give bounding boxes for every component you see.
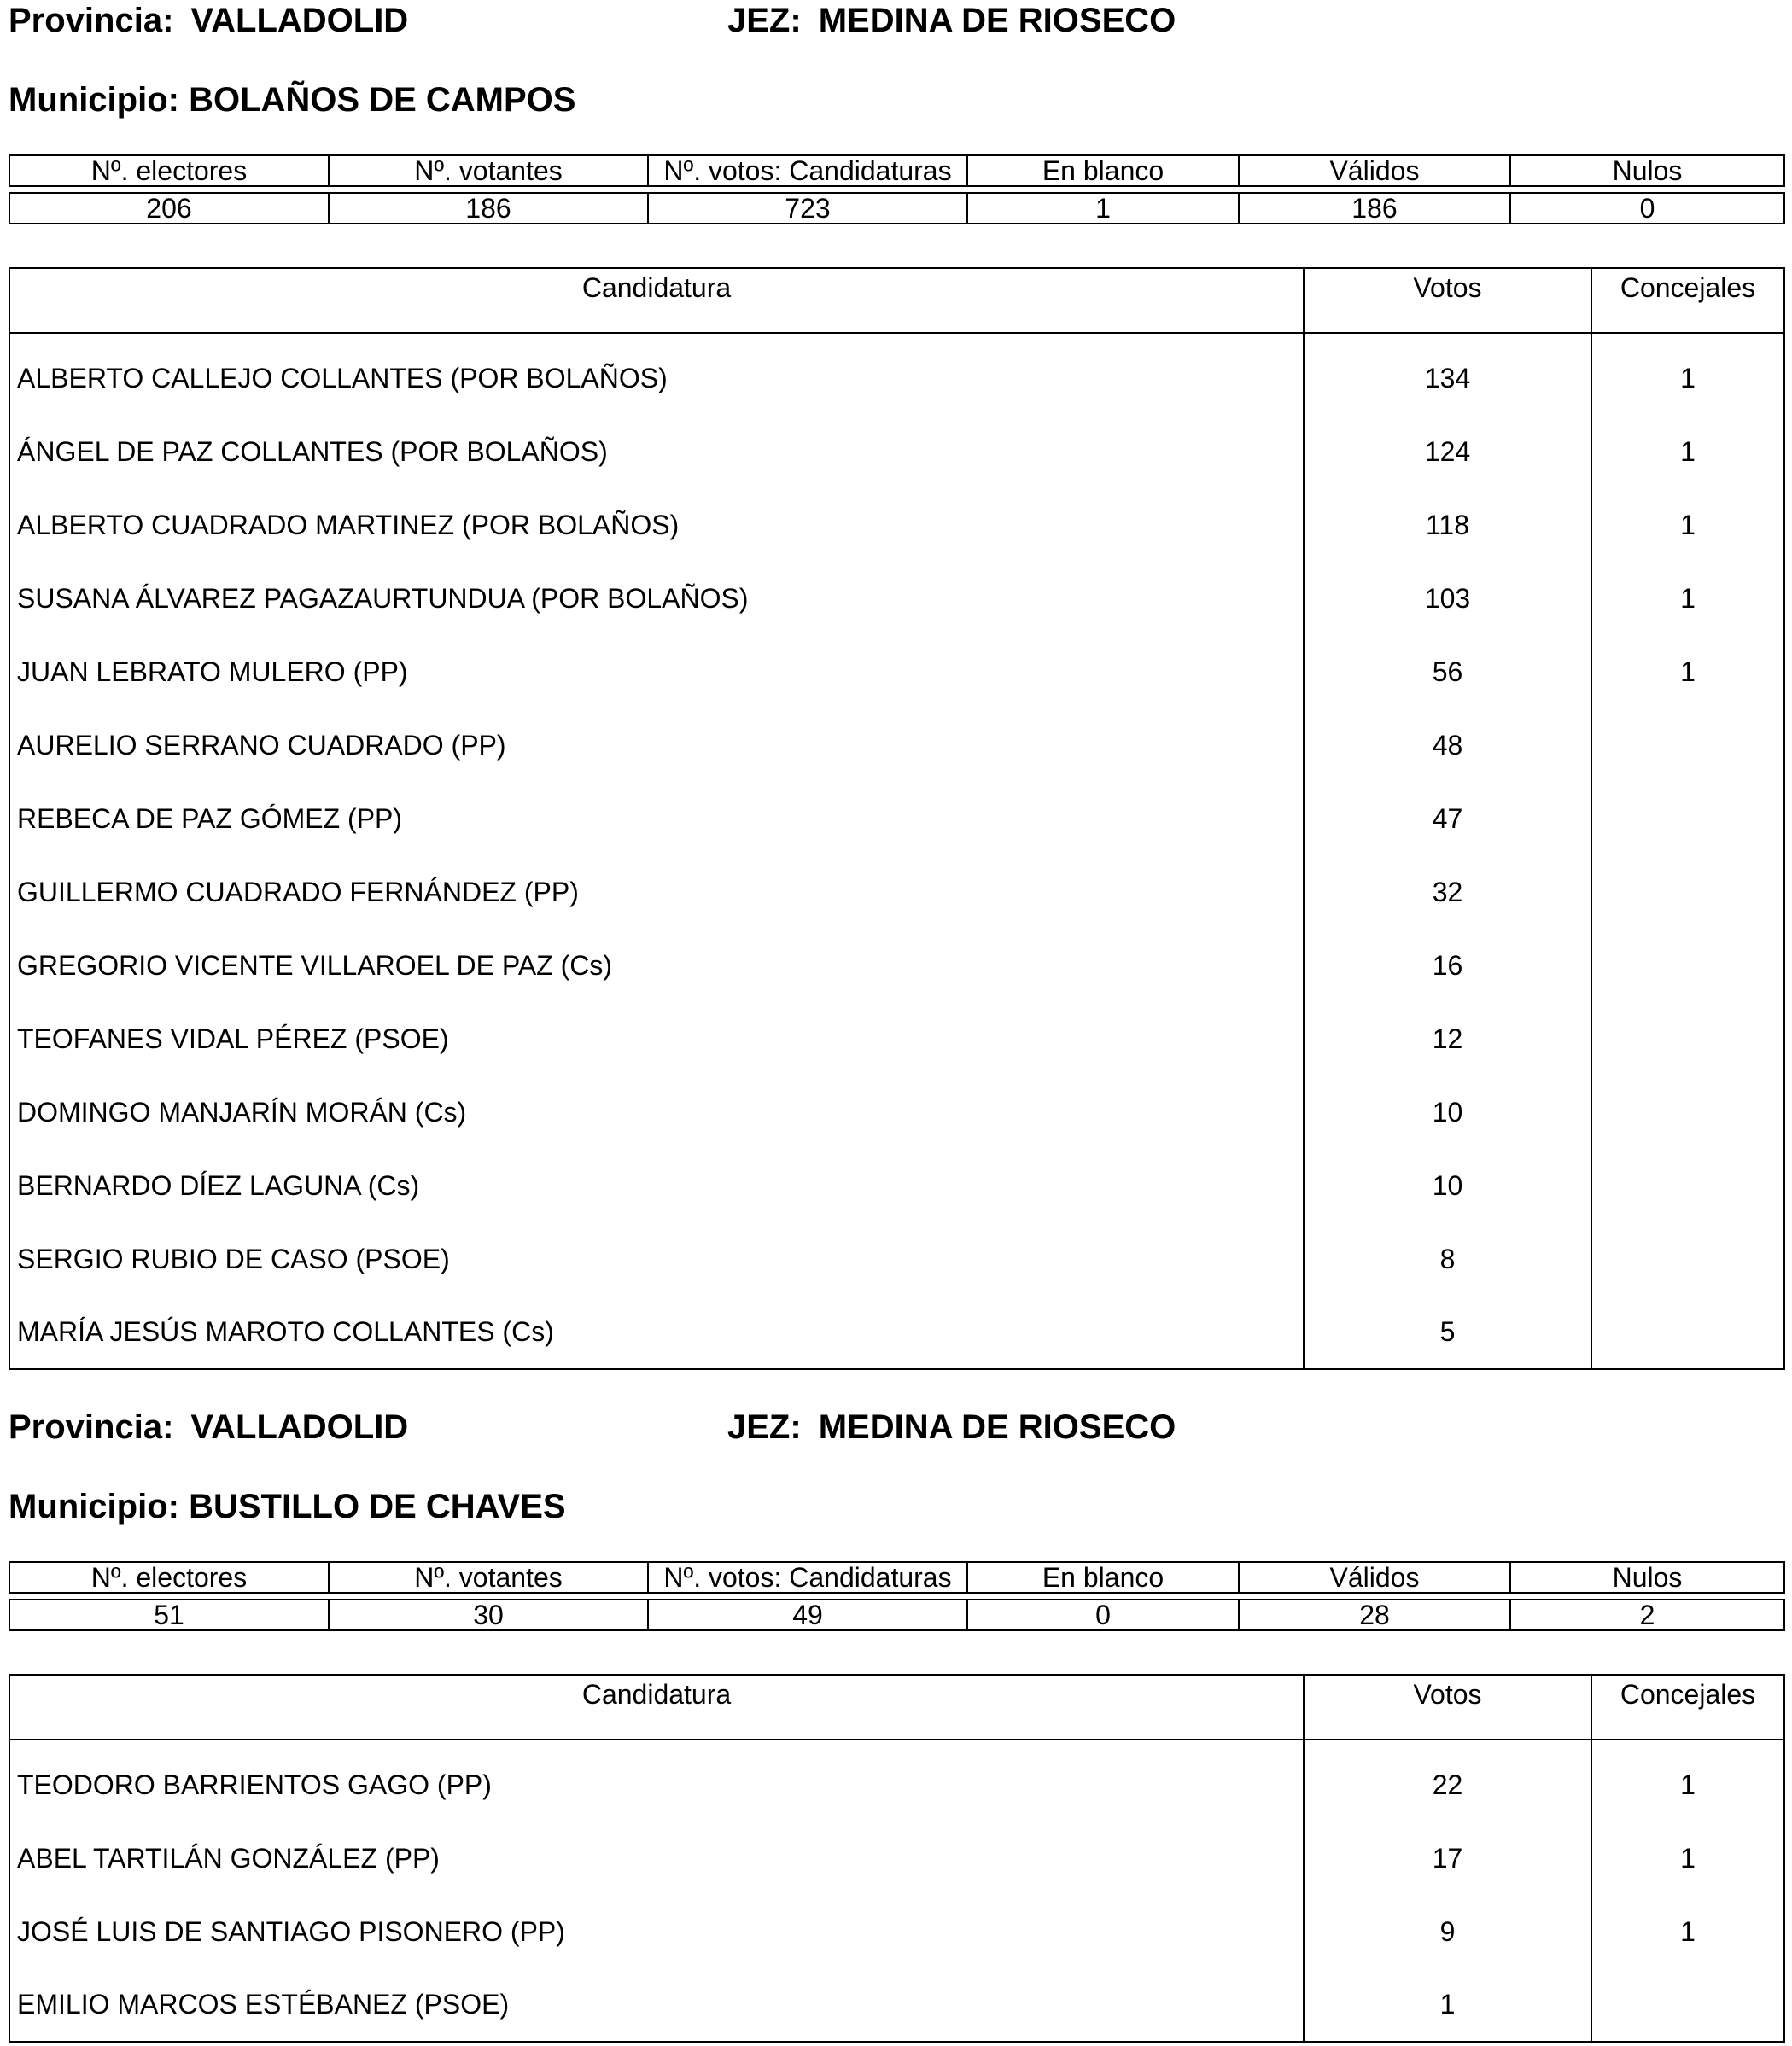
- candidate-name: JUAN LEBRATO MULERO (PP): [9, 635, 1304, 708]
- summary-value-row: [9, 1600, 1784, 1630]
- concejales-header: Concejales: [1591, 268, 1784, 333]
- candidate-seats: 1: [1591, 562, 1784, 635]
- summary-value-row: [9, 193, 1784, 224]
- summary-value: 206: [9, 193, 329, 224]
- jez-label: JEZ:: [727, 2, 802, 39]
- summary-value: 186: [1239, 193, 1510, 224]
- jez-label: JEZ:: [727, 1408, 802, 1446]
- candidate-row: [9, 415, 1784, 488]
- candidate-row: [9, 1822, 1784, 1895]
- results-header-row: [9, 268, 1784, 333]
- summary-header-row: [9, 155, 1784, 186]
- summary-header: Nulos: [1510, 155, 1784, 186]
- municipio-value: BUSTILLO DE CHAVES: [189, 1488, 566, 1525]
- candidate-votes: 32: [1304, 855, 1591, 929]
- candidate-votes: 16: [1304, 929, 1591, 1002]
- candidate-row: [9, 1296, 1784, 1369]
- candidate-votes: 9: [1304, 1895, 1591, 1968]
- candidate-row: [9, 562, 1784, 635]
- candidate-name: MARÍA JESÚS MAROTO COLLANTES (Cs): [9, 1296, 1304, 1369]
- summary-value: 51: [9, 1600, 329, 1630]
- candidate-row: [9, 341, 1784, 415]
- jez-value: MEDINA DE RIOSECO: [818, 1408, 1176, 1446]
- candidate-name: DOMINGO MANJARÍN MORÁN (Cs): [9, 1075, 1304, 1149]
- summary-value: 723: [648, 193, 967, 224]
- candidate-seats: [1591, 855, 1784, 929]
- candidate-seats: 1: [1591, 635, 1784, 708]
- candidate-seats: 1: [1591, 1895, 1784, 1968]
- candidate-name: ALBERTO CALLEJO COLLANTES (POR BOLAÑOS): [9, 341, 1304, 415]
- results-body: [9, 333, 1784, 1369]
- candidate-seats: [1591, 1002, 1784, 1075]
- municipio-heading: [9, 1486, 566, 1527]
- summary-header: Nº. votantes: [329, 1562, 648, 1593]
- summary-header: Nº. votos: Candidaturas: [648, 155, 967, 186]
- provincia-value: VALLADOLID: [190, 2, 409, 39]
- summary-header: Válidos: [1239, 1562, 1510, 1593]
- candidate-seats: [1591, 1222, 1784, 1296]
- candidate-name: EMILIO MARCOS ESTÉBANEZ (PSOE): [9, 1968, 1304, 2042]
- candidate-name: AURELIO SERRANO CUADRADO (PP): [9, 708, 1304, 782]
- candidate-votes: 48: [1304, 708, 1591, 782]
- candidate-name: ABEL TARTILÁN GONZÁLEZ (PP): [9, 1822, 1304, 1895]
- provincia-label: Provincia:: [9, 2, 174, 39]
- candidate-seats: 1: [1591, 341, 1784, 415]
- jez-heading: [727, 1407, 1176, 1448]
- candidate-votes: 103: [1304, 562, 1591, 635]
- candidatura-header: Candidatura: [9, 268, 1304, 333]
- candidate-votes: 17: [1304, 1822, 1591, 1895]
- candidate-row: [9, 1748, 1784, 1822]
- candidate-row: [9, 635, 1784, 708]
- results-body: [9, 1740, 1784, 2042]
- candidate-name: REBECA DE PAZ GÓMEZ (PP): [9, 782, 1304, 855]
- candidatura-header: Candidatura: [9, 1675, 1304, 1740]
- candidate-row: [9, 1075, 1784, 1149]
- candidate-row: [9, 1895, 1784, 1968]
- candidate-votes: 47: [1304, 782, 1591, 855]
- candidate-seats: [1591, 929, 1784, 1002]
- candidate-name: ALBERTO CUADRADO MARTINEZ (POR BOLAÑOS): [9, 488, 1304, 562]
- summary-value: 49: [648, 1600, 967, 1630]
- summary-header: Nº. electores: [9, 155, 329, 186]
- candidate-seats: 1: [1591, 1748, 1784, 1822]
- candidate-seats: [1591, 1968, 1784, 2042]
- provincia-value: VALLADOLID: [190, 1408, 409, 1446]
- candidate-seats: [1591, 708, 1784, 782]
- summary-header: Nulos: [1510, 1562, 1784, 1593]
- candidate-name: ÁNGEL DE PAZ COLLANTES (POR BOLAÑOS): [9, 415, 1304, 488]
- candidate-votes: 1: [1304, 1968, 1591, 2042]
- candidate-name: TEODORO BARRIENTOS GAGO (PP): [9, 1748, 1304, 1822]
- candidate-row: [9, 488, 1784, 562]
- candidate-votes: 118: [1304, 488, 1591, 562]
- summary-value: 0: [1510, 193, 1784, 224]
- candidate-name: TEOFANES VIDAL PÉREZ (PSOE): [9, 1002, 1304, 1075]
- candidate-row: [9, 855, 1784, 929]
- candidate-votes: 8: [1304, 1222, 1591, 1296]
- candidate-votes: 10: [1304, 1149, 1591, 1222]
- jez-value: MEDINA DE RIOSECO: [818, 2, 1176, 39]
- provincia-heading: [9, 1407, 408, 1448]
- summary-header: Nº. electores: [9, 1562, 329, 1593]
- summary-table: [9, 1561, 1785, 1631]
- provincia-heading: [9, 0, 408, 41]
- candidate-row: [9, 782, 1784, 855]
- candidate-name: GREGORIO VICENTE VILLAROEL DE PAZ (Cs): [9, 929, 1304, 1002]
- candidate-name: BERNARDO DÍEZ LAGUNA (Cs): [9, 1149, 1304, 1222]
- summary-value: 28: [1239, 1600, 1510, 1630]
- candidate-seats: [1591, 782, 1784, 855]
- candidate-name: GUILLERMO CUADRADO FERNÁNDEZ (PP): [9, 855, 1304, 929]
- summary-header-row: [9, 1562, 1784, 1593]
- votos-header: Votos: [1304, 1675, 1591, 1740]
- candidate-votes: 22: [1304, 1748, 1591, 1822]
- candidate-seats: [1591, 1075, 1784, 1149]
- candidate-row: [9, 1002, 1784, 1075]
- candidate-row: [9, 1968, 1784, 2042]
- summary-header: En blanco: [967, 155, 1239, 186]
- results-header-row: [9, 1675, 1784, 1740]
- summary-value: 2: [1510, 1600, 1784, 1630]
- summary-value: 1: [967, 193, 1239, 224]
- candidate-votes: 5: [1304, 1296, 1591, 1369]
- candidate-votes: 134: [1304, 341, 1591, 415]
- candidate-seats: 1: [1591, 488, 1784, 562]
- summary-header: Nº. votos: Candidaturas: [648, 1562, 967, 1593]
- summary-table: [9, 154, 1785, 224]
- jez-heading: [727, 0, 1176, 41]
- results-table: [9, 1674, 1785, 2043]
- summary-value: 0: [967, 1600, 1239, 1630]
- candidate-seats: [1591, 1149, 1784, 1222]
- votos-header: Votos: [1304, 268, 1591, 333]
- candidate-votes: 124: [1304, 415, 1591, 488]
- candidate-row: [9, 1222, 1784, 1296]
- candidate-row: [9, 929, 1784, 1002]
- candidate-seats: 1: [1591, 1822, 1784, 1895]
- candidate-row: [9, 708, 1784, 782]
- candidate-votes: 10: [1304, 1075, 1591, 1149]
- summary-header: Válidos: [1239, 155, 1510, 186]
- summary-value: 186: [329, 193, 648, 224]
- candidate-name: SUSANA ÁLVAREZ PAGAZAURTUNDUA (POR BOLAÑOS): [9, 562, 1304, 635]
- summary-header: En blanco: [967, 1562, 1239, 1593]
- candidate-name: JOSÉ LUIS DE SANTIAGO PISONERO (PP): [9, 1895, 1304, 1968]
- candidate-votes: 12: [1304, 1002, 1591, 1075]
- provincia-label: Provincia:: [9, 1408, 174, 1446]
- results-table: [9, 267, 1785, 1370]
- candidate-seats: [1591, 1296, 1784, 1369]
- candidate-row: [9, 1149, 1784, 1222]
- municipio-label: Municipio:: [9, 1488, 179, 1525]
- candidate-name: SERGIO RUBIO DE CASO (PSOE): [9, 1222, 1304, 1296]
- municipio-label: Municipio:: [9, 81, 179, 119]
- municipio-heading: [9, 79, 575, 120]
- summary-value: 30: [329, 1600, 648, 1630]
- candidate-votes: 56: [1304, 635, 1591, 708]
- candidate-seats: 1: [1591, 415, 1784, 488]
- summary-header: Nº. votantes: [329, 155, 648, 186]
- concejales-header: Concejales: [1591, 1675, 1784, 1740]
- municipio-value: BOLAÑOS DE CAMPOS: [189, 81, 576, 119]
